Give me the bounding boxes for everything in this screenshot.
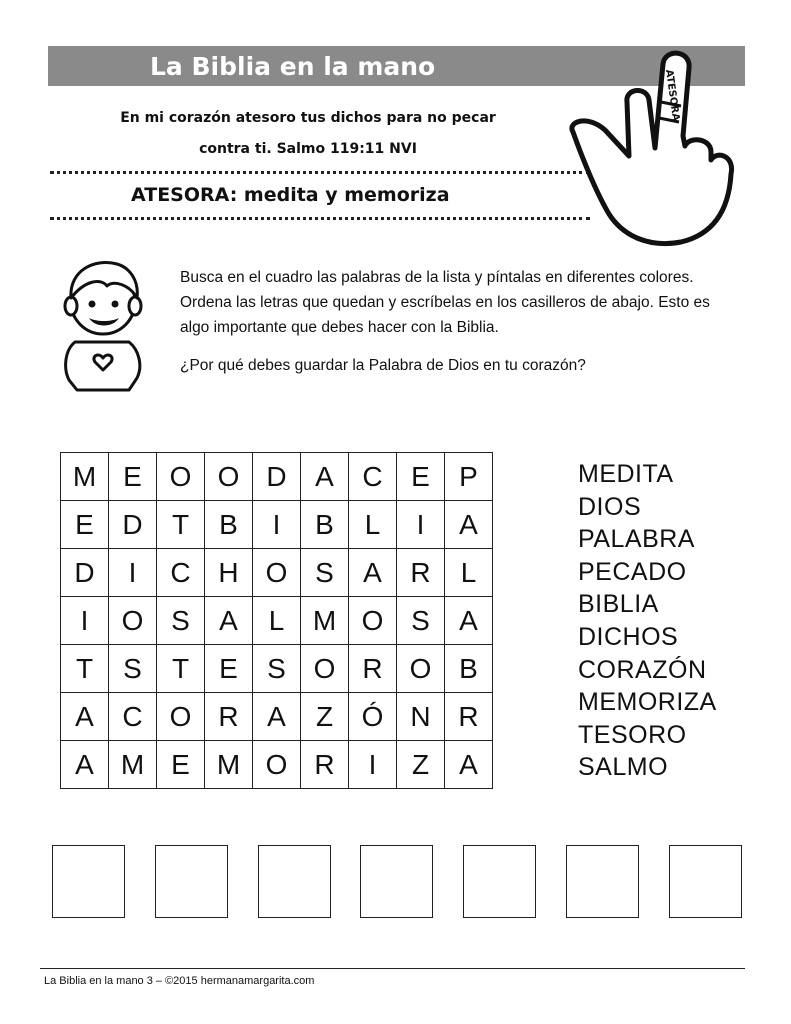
grid-cell[interactable]: S [301,549,349,597]
grid-cell[interactable]: I [253,501,301,549]
grid-cell[interactable]: Z [397,741,445,789]
boy-illustration [55,250,150,395]
page-title: La Biblia en la mano [150,52,436,81]
grid-cell[interactable]: A [205,597,253,645]
grid-cell[interactable]: C [349,453,397,501]
dotted-divider-top [50,171,590,174]
word-list-item: BIBLIA [578,590,659,619]
dotted-divider-bottom [50,217,590,220]
grid-cell[interactable]: H [205,549,253,597]
grid-cell[interactable]: M [61,453,109,501]
grid-cell[interactable]: O [397,645,445,693]
grid-cell[interactable]: R [301,741,349,789]
word-search-grid [60,452,493,789]
word-list-item: MEMORIZA [578,688,717,717]
footer-text: La Biblia en la mano 3 – ©2015 hermanamargarita.com [44,975,315,987]
answer-box[interactable] [566,845,639,918]
footer-divider [40,968,745,969]
word-list-item: DICHOS [578,622,679,651]
word-list-item: CORAZÓN [578,655,707,684]
grid-cell[interactable]: R [397,549,445,597]
grid-cell[interactable]: T [157,501,205,549]
answer-box[interactable] [360,845,433,918]
verse-line-2: contra ti. Salmo 119:11 NVI [199,141,417,157]
grid-cell[interactable]: E [109,453,157,501]
answer-boxes [52,845,742,918]
word-list-item: PALABRA [578,525,695,554]
verse-line-1: En mi corazón atesoro tus dichos para no pecar [120,110,496,126]
grid-cell[interactable]: L [349,501,397,549]
grid-cell[interactable]: T [157,645,205,693]
grid-cell[interactable]: E [157,741,205,789]
grid-cell[interactable]: I [349,741,397,789]
answer-box[interactable] [52,845,125,918]
word-list-item: TESORO [578,720,687,749]
answer-box[interactable] [669,845,742,918]
grid-cell[interactable]: I [397,501,445,549]
grid-cell[interactable]: O [157,453,205,501]
section-title: ATESORA: medita y memoriza [131,184,450,206]
grid-cell[interactable]: S [253,645,301,693]
word-list-item: MEDITA [578,460,674,488]
grid-cell[interactable]: O [253,741,301,789]
grid-cell[interactable]: O [349,597,397,645]
hand-illustration [565,40,740,250]
grid-cell[interactable]: A [349,549,397,597]
word-list-item: DIOS [578,492,642,521]
finger-label: ATESORA [663,68,682,122]
grid-cell[interactable]: R [445,693,493,741]
grid-cell[interactable]: O [109,597,157,645]
grid-cell[interactable]: A [61,693,109,741]
grid-cell[interactable]: A [301,453,349,501]
grid-cell[interactable]: N [397,693,445,741]
grid-cell[interactable]: L [445,549,493,597]
grid-cell[interactable]: Ó [349,693,397,741]
grid-cell[interactable]: A [253,693,301,741]
grid-cell[interactable]: A [61,741,109,789]
grid-cell[interactable]: R [205,693,253,741]
grid-cell[interactable]: I [61,597,109,645]
word-list-item: PECADO [578,557,687,586]
grid-cell[interactable]: O [157,693,205,741]
grid-cell[interactable]: O [301,645,349,693]
grid-cell[interactable]: T [61,645,109,693]
grid-cell[interactable]: Z [301,693,349,741]
grid-cell[interactable]: L [253,597,301,645]
grid-cell[interactable]: P [445,453,493,501]
grid-cell[interactable]: O [253,549,301,597]
grid-cell[interactable]: A [445,501,493,549]
answer-box[interactable] [258,845,331,918]
grid-cell[interactable]: S [157,597,205,645]
grid-cell[interactable]: I [109,549,157,597]
grid-cell[interactable]: D [109,501,157,549]
answer-box[interactable] [463,845,536,918]
grid-cell[interactable]: A [445,597,493,645]
question-text: ¿Por qué debes guardar la Palabra de Dios en tu corazón? [180,357,586,374]
grid-cell[interactable]: O [205,453,253,501]
word-list-item: SALMO [578,753,669,782]
grid-cell[interactable]: R [349,645,397,693]
instructions-text: Busca en el cuadro las palabras de la lista y píntalas en diferentes colores. Ordena las letras que quedan y escríbelas en los casilleros de abajo. Esto es algo importante que debes hacer con la Biblia. [180,269,710,336]
grid-cell[interactable]: E [61,501,109,549]
grid-cell[interactable]: S [109,645,157,693]
grid-cell[interactable]: M [205,741,253,789]
word-list [578,458,717,784]
answer-box[interactable] [155,845,228,918]
grid-cell[interactable]: C [157,549,205,597]
grid-cell[interactable]: M [301,597,349,645]
grid-cell[interactable]: D [61,549,109,597]
grid-cell[interactable]: M [109,741,157,789]
grid-cell[interactable]: E [397,453,445,501]
grid-cell[interactable]: E [205,645,253,693]
grid-cell[interactable]: A [445,741,493,789]
grid-cell[interactable]: B [445,645,493,693]
grid-cell[interactable]: C [109,693,157,741]
hand-palm-icon [572,53,732,243]
grid-cell[interactable]: S [397,597,445,645]
grid-cell[interactable]: B [301,501,349,549]
grid-cell[interactable]: B [205,501,253,549]
grid-cell[interactable]: D [253,453,301,501]
